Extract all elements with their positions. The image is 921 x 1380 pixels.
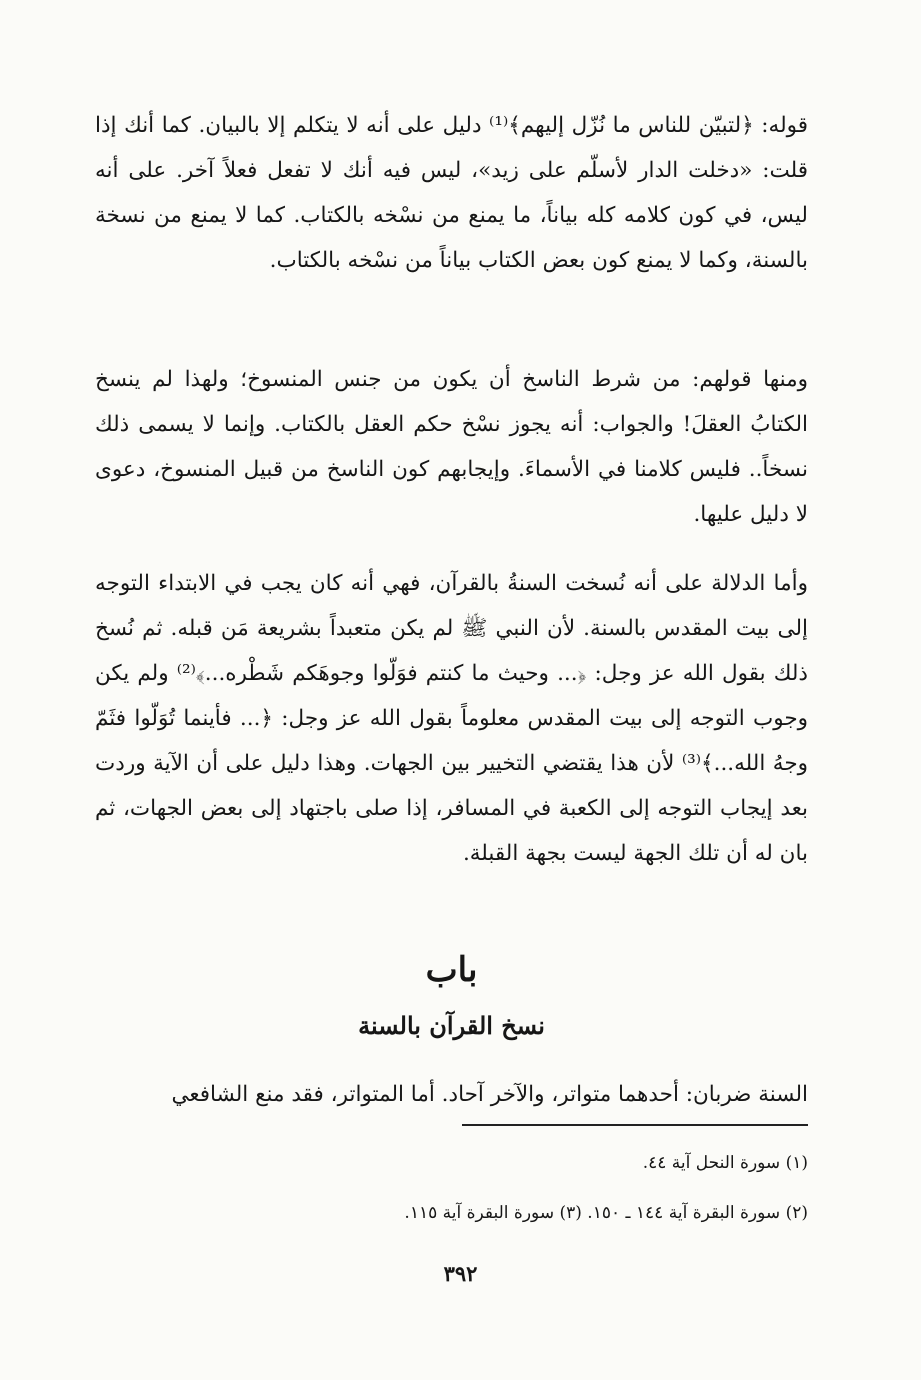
footnote-2: (٢) سورة البقرة آية ١٤٤ ـ ١٥٠. (٣) سورة البقرة آية ١١٥. <box>404 1203 808 1223</box>
paragraph-1: قوله: ﴿لتبيّن للناس ما نُزّل إليهم﴾⁽¹⁾ دليل على أنه لا يتكلم إلا بالبيان. كما أنك إذا قلت: «دخلت الدار لأسلّم على زيد»، ليس فيه أنك لا تفعل فعلاً آخر. على أنه ليس، في كون كلامه كله بياناً، ما يمنع من نسْخه بالكتاب. كما لا يمنع من نسخة بالسنة، وكما لا يمنع كون بعض الكتاب بياناً من نسْخه بالكتاب. <box>95 113 808 273</box>
section-title: باب <box>425 950 478 990</box>
paragraph-3: وأما الدلالة على أنه نُسخت السنةُ بالقرآن، فهي أنه كان يجب في الابتداء التوجه إلى بيت المقدس بالسنة. لأن النبي ﷺ لم يكن متعبداً بشريعة مَن قبله. ثم نُسخ ذلك بقول الله عز وجل: ﴿... وحيث ما كنتم فوَلّوا وجوهَكم شَطْره...﴾⁽²⁾ ولم يكن وجوب التوجه إلى بيت المقدس معلوماً بقول الله عز وجل: ﴿... فأينما تُوَلّوا فثَمّ وجهُ الله...﴾⁽³⁾ لأن هذا يقتضي التخيير بين الجهات. وهذا دليل على أن الآية وردت بعد إيجاب التوجه إلى الكعبة في المسافر، إذا صلى باجتهاد إلى بعض الجهات، ثم بان له أن تلك الجهة ليست بجهة القبلة. <box>95 571 808 866</box>
footnote-divider <box>462 1124 808 1126</box>
section-subtitle: نسخ القرآن بالسنة <box>358 1011 545 1040</box>
paragraph-2: ومنها قولهم: من شرط الناسخ أن يكون من جنس المنسوخ؛ ولهذا لم ينسخ الكتابُ العقلَ! والجواب: أنه يجوز نسْخ حكم العقل بالكتاب. وإنما لا يسمى ذلك نسخاً.. فليس كلامنا في الأسماءَ. وإيجابهم كون الناسخ من قبيل المنسوخ، دعوى لا دليل عليها. <box>95 367 808 527</box>
footnote-1: (١) سورة النحل آية ٤٤. <box>642 1153 808 1173</box>
section-first-line: السنة ضربان: أحدهما متواتر، والآخر آحاد. أما المتواتر، فقد منع الشافعي <box>171 1082 808 1107</box>
page-number: ٣٩٢ <box>443 1261 478 1286</box>
